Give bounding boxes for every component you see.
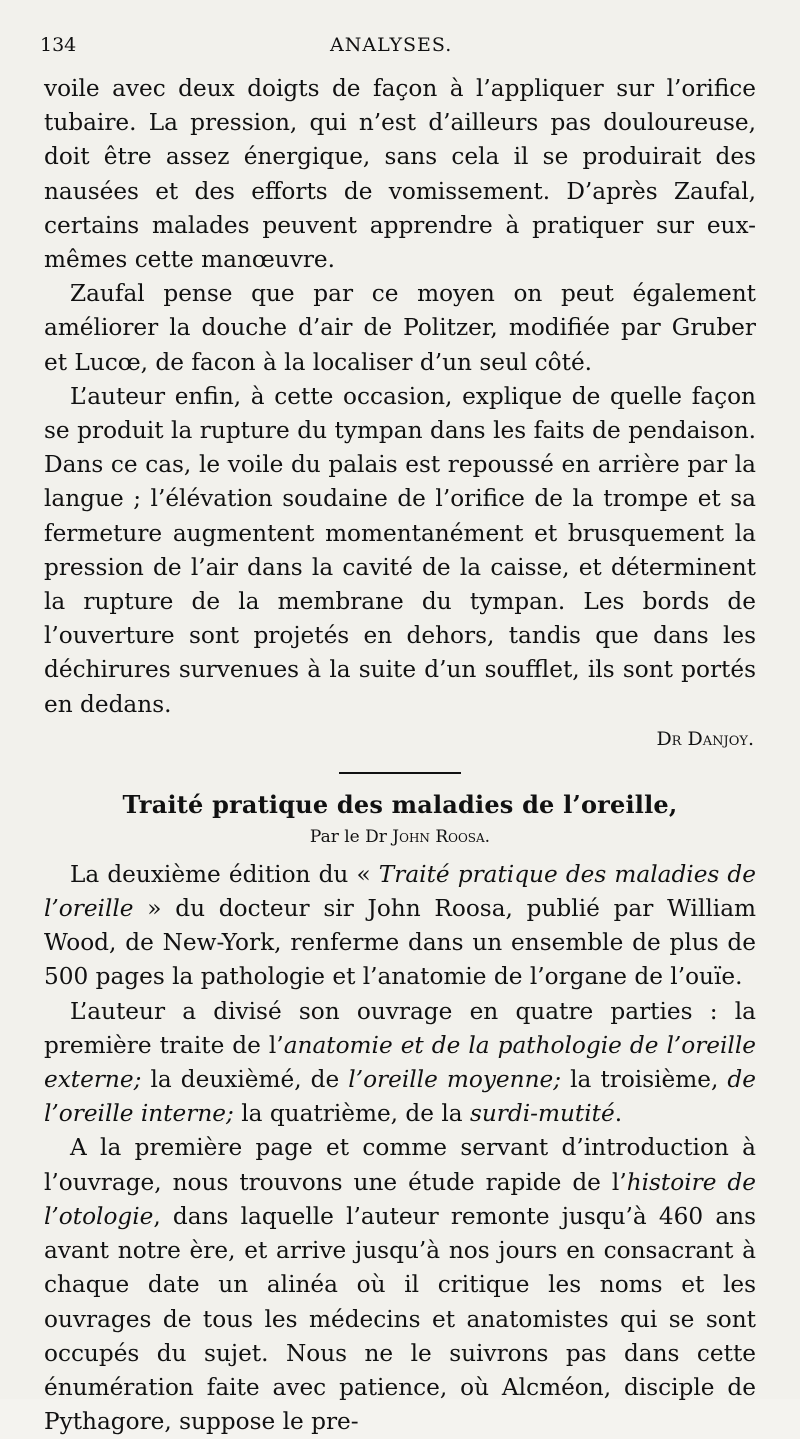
text-run: La deuxième édition du « bbox=[70, 860, 379, 888]
italic-run: histoire de l’otologie bbox=[44, 1168, 756, 1230]
text-run: la troisième, bbox=[561, 1066, 728, 1094]
paragraph bbox=[44, 858, 756, 995]
italic-run: l’oreille moyenne; bbox=[348, 1066, 562, 1094]
italic-run: de l’oreille interne; bbox=[44, 1066, 756, 1128]
review-byline bbox=[44, 822, 756, 852]
text-run: la quatrième, de la bbox=[233, 1100, 470, 1128]
review-title: Traité pratique des maladies de l’oreille, bbox=[122, 789, 678, 819]
book-title-italic: Traité pratique des maladies de l’oreille bbox=[44, 860, 757, 923]
paragraph: L’auteur enfin, à cette occasion, explique de quelle façon se produit la rupture du tympan dans les faits de pendaison. Dans ce cas, le voile du palais est repoussé en arrière par la langue ; l’élévation soudaine de l’orifice de la trompe et sa fermeture augmentent momentanément et brusquement la pression de l’air dans la cavité de la caisse, et déterminent la rupture de la membrane du tympan. Les bords de l’ouverture sont projetés en dehors, tandis que dans les déchirures survenues à la suite d’un soufflet, ils sont portés en dedans. bbox=[44, 382, 756, 718]
paragraph bbox=[44, 995, 756, 1132]
paragraph bbox=[44, 1131, 756, 1439]
italic-run: anatomie et de la pathologie de l’oreille externe; bbox=[44, 1031, 756, 1094]
page-number: 134 bbox=[40, 34, 77, 56]
section-divider bbox=[339, 772, 461, 774]
text-run: , dans laquelle l’auteur remonte jusqu’à 460 ans avant notre ère, et arrive jusqu’à nos jours en consacrant à chaque date un alinéa où il critique les noms et les ouvrages de tous les médecins et anatomistes qui se sont occupés du sujet. Nous ne le suivrons pas dans cette énumération faite avec patience, où Alcméon, disciple de Pythagore, suppose le pre- bbox=[44, 1202, 756, 1436]
text-run: . bbox=[614, 1100, 623, 1128]
byline-prefix: Par le Dr bbox=[309, 826, 387, 847]
running-title: ANALYSES. bbox=[330, 34, 453, 56]
text-run: L’auteur a divisé son ouvrage en quatre parties : la première traite de l’ bbox=[44, 997, 756, 1059]
text-run: la deuxièmé, de bbox=[141, 1066, 349, 1094]
text-run: » du docteur sir John Roosa, publié par William Wood, de New-York, renferme dans un ensemble de plus de 500 pages la pathologie et l’anatomie de l’organe de l’ouïe. bbox=[44, 895, 756, 991]
signature: Dr Danjoy. bbox=[656, 727, 754, 750]
paragraph-continuation: voile avec deux doigts de façon à l’appliquer sur l’orifice tubaire. La pression, qui n’est d’ailleurs pas douloureuse, doit être assez énergique, sans cela il se produirait des nausées et des efforts de vomissement. D’après Zaufal, certains malades peuvent apprendre à pratiquer sur eux-mêmes cette manœuvre. bbox=[44, 75, 756, 274]
paragraph: Zaufal pense que par ce moyen on peut également améliorer la douche d’air de Politzer, modifiée par Gruber et Lucœ, de facon à la localiser d’un seul côté. bbox=[44, 280, 756, 376]
page-header bbox=[40, 34, 760, 64]
page-body bbox=[44, 72, 756, 1439]
byline-author: John Roosa. bbox=[392, 826, 491, 847]
italic-run: surdi-mutité bbox=[469, 1100, 615, 1128]
text-run: A la première page et comme servant d’introduction à l’ouvrage, nous trouvons une étude rapide de l’ bbox=[44, 1134, 756, 1196]
